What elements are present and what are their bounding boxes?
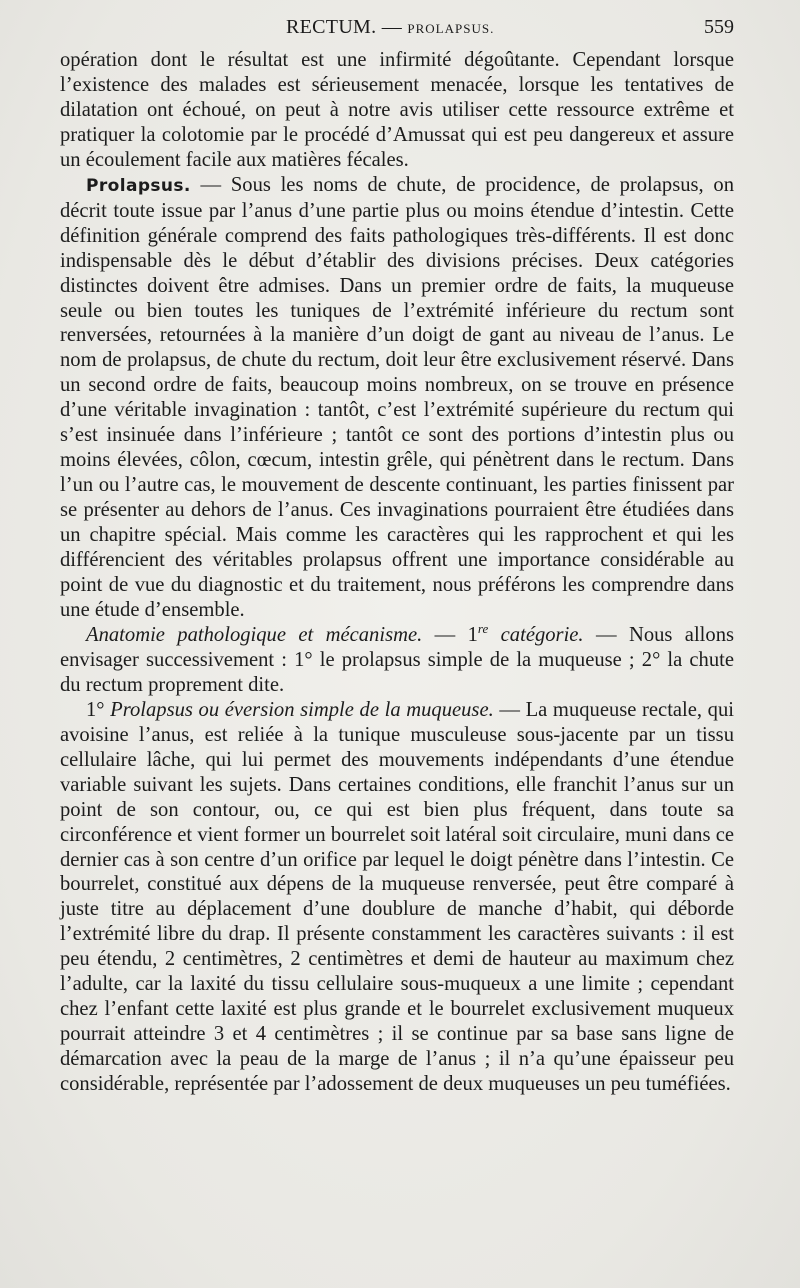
paragraph-prolapsus <box>60 173 734 623</box>
paragraph-eversion <box>60 698 734 1097</box>
subsection-heading: Anatomie pathologique et mécanisme. <box>86 623 423 646</box>
header-subtitle: PROLAPSUS. <box>407 21 495 36</box>
category-heading: catégorie. <box>488 623 584 646</box>
body-text <box>60 48 734 1097</box>
running-title <box>286 16 494 39</box>
ordinal-superscript: re <box>477 621 489 637</box>
running-header <box>60 16 734 44</box>
paragraph-text: — Nous allons envisager successivement : 1° le prolapsus simple de la muqueuse ; 2° la chute du rectum proprement dite. <box>60 623 735 696</box>
page-number: 559 <box>704 16 734 38</box>
item-number: 1° <box>86 698 111 721</box>
section-heading: Prolapsus. <box>86 175 191 196</box>
paragraph-text: opération dont le résultat est une infirmité dégoûtante. Cependant lorsque l’existence des malades est sérieusement menacée, lorsque les tentatives de dilatation ont échoué, on peut à notre avis utiliser cette ressource extrême et pratiquer la colotomie par le procédé d’Amussat qui est peu dangereux et assure un écoulement facile aux matières fécales. <box>60 49 734 171</box>
paragraph-continuation <box>60 48 734 173</box>
paragraph-text: — La muqueuse rectale, qui avoisine l’anus, est reliée à la tunique musculeuse sous-jacente par un tissu cellulaire lâche, qui lui permet des mouvements indépendants d’une étendue variable suivant les sujets. Dans certaines conditions, elle franchit l’anus sur un point de son contour, ou, ce qui est bien plus fréquent, dans toute sa circonférence et vient former un bourrelet soit latéral soit circulaire, muni dans ce dernier cas à son centre d’un orifice par lequel le doigt pénètre dans l’intestin. Ce bourrelet, constitué aux dépens de la muqueuse renversée, peut être comparé à juste titre au déplacement d’une doublure de manche d’habit, qui déborde l’extrémité libre du drap. Il présente constamment les caractères suivants : il est peu étendu, 2 centimètres, 2 centimètres et demi de hauteur au maximum chez l’adulte, car la laxité du tissu cellulaire sous-muqueux a une limite ; cependant chez l’enfant cette laxité est plus grande et le bourrelet exclusivement muqueux pourrait atteindre 3 et 4 centimètres ; il se continue par sa base sans ligne de démarcation avec la peau de la marge de l’anus ; il n’a qu’une épaisseur peu considérable, représentée par l’adossement de deux muqueuses un peu tuméfiées. <box>60 698 734 1096</box>
paragraph-text: — Sous les noms de chute, de procidence, de prolapsus, on décrit toute issue par l’anus d’une partie plus ou moins étendue d’intestin. Cette définition générale comprend des faits pathologiques très-différents. Il est donc indispensable dès le début d’établir des divisions précises. Deux catégories distinctes doivent être admises. Dans un premier ordre de faits, la muqueuse seule ou bien toutes les tuniques de l’extrémité inférieure du rectum sont renversées, retournées à la manière d’un doigt de gant au niveau de l’anus. Le nom de prolapsus, de chute du rectum, doit leur être exclusivement réservé. Dans un second ordre de faits, beaucoup moins nombreux, on se trouve en présence d’une véritable invagination : tantôt, c’est l’extrémité supérieure du rectum qui s’est insinuée dans l’inférieure ; tantôt ce sont des portions d’intestin plus ou moins élevées, côlon, cœcum, intestin grêle, qui pénètrent dans le rectum. Dans l’un ou l’autre cas, le mouvement de descente continuant, les parties finissent par se présenter au dehors de l’anus. Ces invaginations pourraient être étudiées dans un chapitre spécial. Mais comme les caractères qui les rapprochent et qui les différencient des véritables prolapsus offrent une importance considérable au point de vue du diagnostic et du traitement, nous préférons les comprendre dans une étude d’ensemble. <box>60 173 734 621</box>
header-title: RECTUM. <box>286 16 377 38</box>
heading-separator: — 1 <box>422 623 478 646</box>
item-heading: Prolapsus ou éversion simple de la muqueuse. <box>110 698 494 721</box>
header-dash: — <box>381 16 403 38</box>
paragraph-anatomie <box>60 623 734 698</box>
